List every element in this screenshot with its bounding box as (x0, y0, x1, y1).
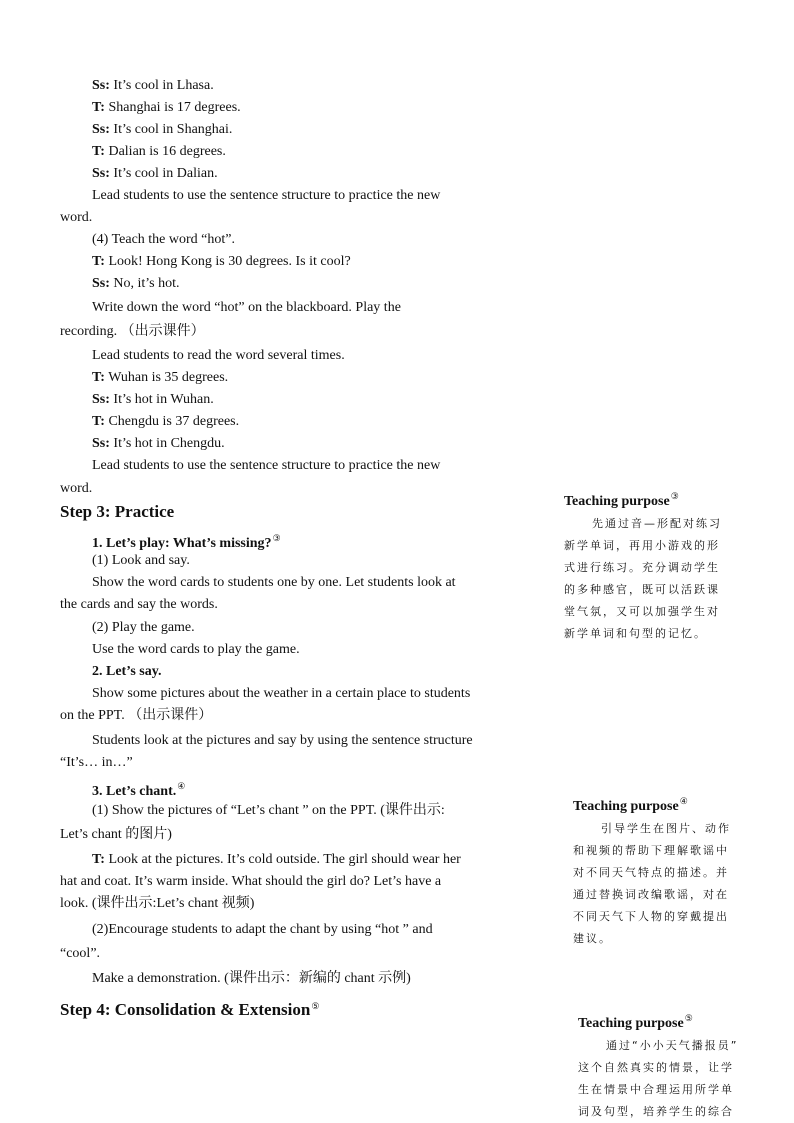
body-text: word. (60, 210, 93, 225)
note-marker: ⑤ (684, 1013, 693, 1023)
dialogue-line (60, 851, 461, 869)
activity-heading (60, 529, 281, 553)
note-line: 对不同天气特点的描述。并 (573, 866, 729, 879)
note-title: Teaching purpose (564, 494, 670, 509)
note-line: 新学单词和句型的记忆。 (564, 627, 707, 640)
body-text: (2) Play the game. (92, 620, 195, 635)
speaker-label: T: (92, 100, 105, 115)
body-text: the cards and say the words. (60, 597, 218, 612)
body-text: Let’s chant 的图片) (60, 827, 172, 842)
note-title-line (578, 1009, 758, 1033)
line-text: It’s cool in Lhasa. (109, 78, 214, 93)
note-title: Teaching purpose (573, 799, 679, 814)
dialogue-line (60, 77, 214, 95)
line-text: Look at the pictures. It’s cold outside. The girl should wear her (104, 852, 461, 867)
body-text: Lead students to use the sentence structure to practice the new (92, 458, 441, 473)
body-text: Make a demonstration. (课件出示：新编的 chant 示例) (92, 971, 411, 986)
note-line: 词及句型，培养学生的综合 (578, 1105, 734, 1118)
dialogue-line (60, 435, 225, 453)
note-title-line (573, 792, 753, 816)
note-line: 先通过音—形配对练习 (592, 517, 722, 530)
body-text: Show some pictures about the weather in a certain place to students (92, 686, 471, 701)
body-text: Use the word cards to play the game. (92, 642, 300, 657)
dialogue-line (60, 413, 239, 431)
note-line: 建议。 (573, 932, 612, 945)
dialogue-line (60, 275, 180, 293)
teaching-purpose-note (578, 1009, 758, 1123)
speaker-label: T: (92, 414, 105, 429)
line-text: It’s hot in Wuhan. (109, 392, 214, 407)
note-line: 这个自然真实的情景，让学 (578, 1061, 734, 1074)
note-line: 生在情景中合理运用所学单 (578, 1083, 734, 1096)
note-body (573, 818, 753, 950)
speaker-label: T: (92, 370, 105, 385)
speaker-label: Ss: (92, 78, 110, 93)
note-line: 式进行练习。充分调动学生 (564, 561, 720, 574)
line-text: Look! Hong Kong is 30 degrees. Is it cool? (104, 254, 351, 269)
note-title: Teaching purpose (578, 1016, 684, 1031)
line-text: Dalian is 16 degrees. (104, 144, 226, 159)
speaker-label: Ss: (92, 166, 110, 181)
line-text: Shanghai is 17 degrees. (104, 100, 241, 115)
line-text: Chengdu is 37 degrees. (104, 414, 240, 429)
speaker-label: Ss: (92, 436, 110, 451)
teaching-purpose-note (564, 487, 744, 645)
note-line: 引导学生在图片、动作 (601, 822, 731, 835)
body-text: Write down the word “hot” on the blackboard. Play the (92, 300, 401, 315)
body-text: “It’s… in…” (60, 755, 133, 770)
body-text: look. (课件出示:Let’s chant 视频) (60, 896, 255, 911)
dialogue-line (60, 253, 351, 271)
body-text: Students look at the pictures and say by using the sentence structure (92, 733, 473, 748)
body-text: Lead students to use the sentence structure to practice the new (92, 188, 441, 203)
body-text: word. (60, 481, 93, 496)
teaching-purpose-note (573, 792, 753, 950)
line-text: It’s hot in Chengdu. (109, 436, 225, 451)
body-text: (1) Look and say. (92, 553, 190, 568)
speaker-label: Ss: (92, 122, 110, 137)
note-marker: ③ (272, 533, 281, 543)
note-body (578, 1035, 758, 1123)
note-line: 和视频的帮助下理解歌谣中 (573, 844, 729, 857)
note-marker: ③ (670, 491, 679, 501)
dialogue-line (60, 143, 226, 161)
body-text: “cool”. (60, 946, 101, 961)
note-line: 通过替换词改编歌谣，对在 (573, 888, 729, 901)
body-text: Lead students to read the word several times. (92, 348, 345, 363)
speaker-label: T: (92, 254, 105, 269)
dialogue-line (60, 369, 228, 387)
dialogue-line (60, 165, 218, 183)
dialogue-line (60, 121, 232, 139)
note-line: 通过“小小天气播报员” (606, 1039, 739, 1052)
line-text: It’s cool in Shanghai. (109, 122, 233, 137)
dialogue-line (60, 391, 214, 409)
note-line: 堂气氛，又可以加强学生对 (564, 605, 720, 618)
body-text: hat and coat. It’s warm inside. What should the girl do? Let’s have a (60, 874, 442, 889)
speaker-label: Ss: (92, 392, 110, 407)
body-text: (2)Encourage students to adapt the chant by using “hot ” and (92, 922, 433, 937)
note-marker: ④ (679, 796, 688, 806)
speaker-label: Ss: (92, 276, 110, 291)
step-heading-consolidation (60, 996, 319, 1020)
line-text: No, it’s hot. (109, 276, 180, 291)
note-marker: ④ (177, 781, 186, 791)
note-line: 新学单词，再用小游戏的形 (564, 539, 720, 552)
body-text: (1) Show the pictures of “Let’s chant ” on the PPT. (课件出示: (92, 803, 445, 818)
note-marker: ⑤ (311, 1001, 320, 1011)
note-body (564, 513, 744, 645)
speaker-label: T: (92, 144, 105, 159)
note-line: 的多种感官，既可以活跃课 (564, 583, 720, 596)
line-text: It’s cool in Dalian. (109, 166, 218, 181)
step-heading-practice: Step 3: Practice (60, 502, 175, 521)
body-text: on the PPT. （出示课件） (60, 708, 213, 723)
activity-heading: 2. Let’s say. (92, 664, 162, 679)
line-text: Wuhan is 35 degrees. (104, 370, 229, 385)
note-title-line (564, 487, 744, 511)
step-title: Step 4: Consolidation & Extension (60, 1000, 311, 1019)
activity-title: 1. Let’s play: What’s missing? (92, 536, 272, 551)
activity-heading (60, 777, 185, 801)
body-text: (4) Teach the word “hot”. (92, 232, 235, 247)
dialogue-line (60, 99, 241, 117)
note-line: 不同天气下人物的穿戴提出 (573, 910, 729, 923)
body-text: Show the word cards to students one by one. Let students look at (92, 575, 456, 590)
activity-title: 3. Let’s chant. (92, 784, 177, 799)
body-text: recording. （出示课件） (60, 324, 205, 339)
speaker-label: T: (92, 852, 105, 867)
